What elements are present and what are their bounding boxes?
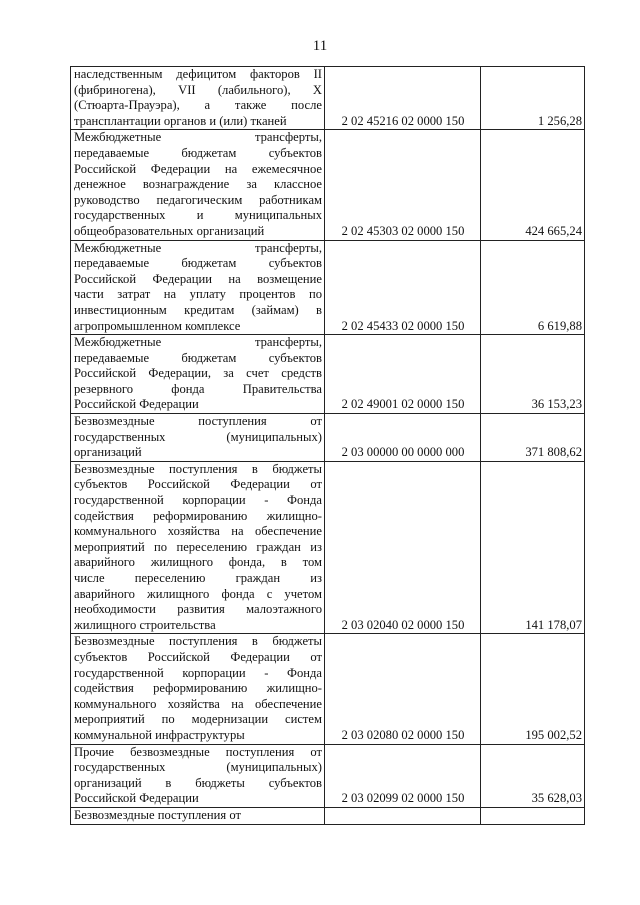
amount [481, 807, 585, 824]
description-line: содействия реформированию жилищно- [74, 508, 322, 523]
description-line: государственных и муниципальных [74, 208, 322, 223]
description-line: трансплантации органов и (или) тканей [74, 113, 287, 128]
table-row [71, 130, 585, 240]
row-description [71, 240, 325, 335]
table-row [71, 634, 585, 744]
budget-code: 2 02 45216 02 0000 150 [325, 67, 481, 130]
description-line: инвестиционным кредитам (займам) в [74, 302, 322, 317]
description-line: коммунальной инфраструктуры [74, 727, 245, 742]
description-line: аварийного жилищного фонда с учетом [74, 586, 322, 601]
description-line: жилищного строительства [74, 617, 216, 632]
row-description [71, 634, 325, 744]
description-line: содействия реформированию жилищно- [74, 681, 322, 696]
description-line: субъектов Российской Федерации от [74, 649, 322, 664]
budget-code: 2 02 45303 02 0000 150 [325, 130, 481, 240]
amount: 6 619,88 [481, 240, 585, 335]
description-line: организаций [74, 445, 142, 460]
description-line: государственной корпорации - Фонда [74, 665, 322, 680]
amount: 36 153,23 [481, 335, 585, 414]
description-line: Прочие безвозмездные поступления от [74, 744, 322, 759]
budget-code [325, 807, 481, 824]
table-row [71, 744, 585, 807]
description-line: Российской Федерации [74, 397, 199, 412]
page-number: 11 [312, 38, 328, 54]
description-line: Безвозмездные поступления в бюджеты [74, 634, 322, 649]
table-row [71, 335, 585, 414]
row-description [71, 67, 325, 130]
description-line: (фибриногена), VII (лабильного), X [74, 82, 322, 97]
row-description [71, 744, 325, 807]
description-line: государственной корпорации - Фонда [74, 493, 322, 508]
description-line: Безвозмездные поступления от [74, 414, 322, 429]
budget-table-body [71, 67, 585, 825]
table-row [71, 240, 585, 335]
row-description [71, 414, 325, 462]
description-line: организаций в бюджеты субъектов [74, 775, 322, 790]
budget-code: 2 03 00000 00 0000 000 [325, 414, 481, 462]
description-line: аварийного жилищного фонда, в том [74, 555, 322, 570]
budget-code: 2 03 02080 02 0000 150 [325, 634, 481, 744]
table-row [71, 461, 585, 634]
description-line: субъектов Российской Федерации от [74, 477, 322, 492]
description-line: государственных (муниципальных) [74, 429, 322, 444]
description-line: государственных (муниципальных) [74, 760, 322, 775]
amount: 141 178,07 [481, 461, 585, 634]
amount: 195 002,52 [481, 634, 585, 744]
description-line: Российской Федерации [74, 791, 199, 806]
description-line: передаваемые бюджетам субъектов [74, 350, 322, 365]
table-row [71, 807, 585, 824]
budget-code: 2 02 49001 02 0000 150 [325, 335, 481, 414]
budget-table [70, 66, 585, 825]
row-description [71, 461, 325, 634]
description-line: агропромышленном комплексе [74, 318, 241, 333]
row-description [71, 335, 325, 414]
table-row [71, 414, 585, 462]
description-line: части затрат на уплату процентов по [74, 287, 322, 302]
description-line: Межбюджетные трансферты, [74, 240, 322, 255]
description-line: Российской Федерации, за счет средств [74, 366, 322, 381]
description-line: денежное вознаграждение за классное [74, 177, 322, 192]
description-line: резервного фонда Правительства [74, 381, 322, 396]
amount: 35 628,03 [481, 744, 585, 807]
budget-code: 2 03 02040 02 0000 150 [325, 461, 481, 634]
budget-code: 2 02 45433 02 0000 150 [325, 240, 481, 335]
description-line: Межбюджетные трансферты, [74, 130, 322, 145]
description-line: Межбюджетные трансферты, [74, 335, 322, 350]
description-line: мероприятий по модернизации систем [74, 712, 322, 727]
description-line: руководство педагогическим работникам [74, 192, 322, 207]
amount: 1 256,28 [481, 67, 585, 130]
row-description [71, 807, 325, 824]
row-description [71, 130, 325, 240]
description-line: (Стюарта-Прауэра), а также после [74, 98, 322, 113]
amount: 424 665,24 [481, 130, 585, 240]
description-line: общеобразовательных организаций [74, 223, 265, 238]
description-line: Российской Федерации на ежемесячное [74, 161, 322, 176]
description-line: Российской Федерации на возмещение [74, 271, 322, 286]
budget-code: 2 03 02099 02 0000 150 [325, 744, 481, 807]
description-line: Безвозмездные поступления в бюджеты [74, 461, 322, 476]
description-line: необходимости развития малоэтажного [74, 602, 322, 617]
description-line: наследственным дефицитом факторов II [74, 67, 322, 81]
description-line: числе переселению граждан из [74, 571, 322, 585]
description-line: коммунального хозяйства на обеспечение [74, 524, 322, 539]
description-line: коммунального хозяйства на обеспечение [74, 696, 322, 711]
table-row [71, 67, 585, 130]
description-line: мероприятий по переселению граждан из [74, 539, 322, 554]
description-line: Безвозмездные поступления от [74, 807, 241, 822]
description-line: передаваемые бюджетам субъектов [74, 145, 322, 160]
description-line: передаваемые бюджетам субъектов [74, 256, 322, 271]
amount: 371 808,62 [481, 414, 585, 462]
